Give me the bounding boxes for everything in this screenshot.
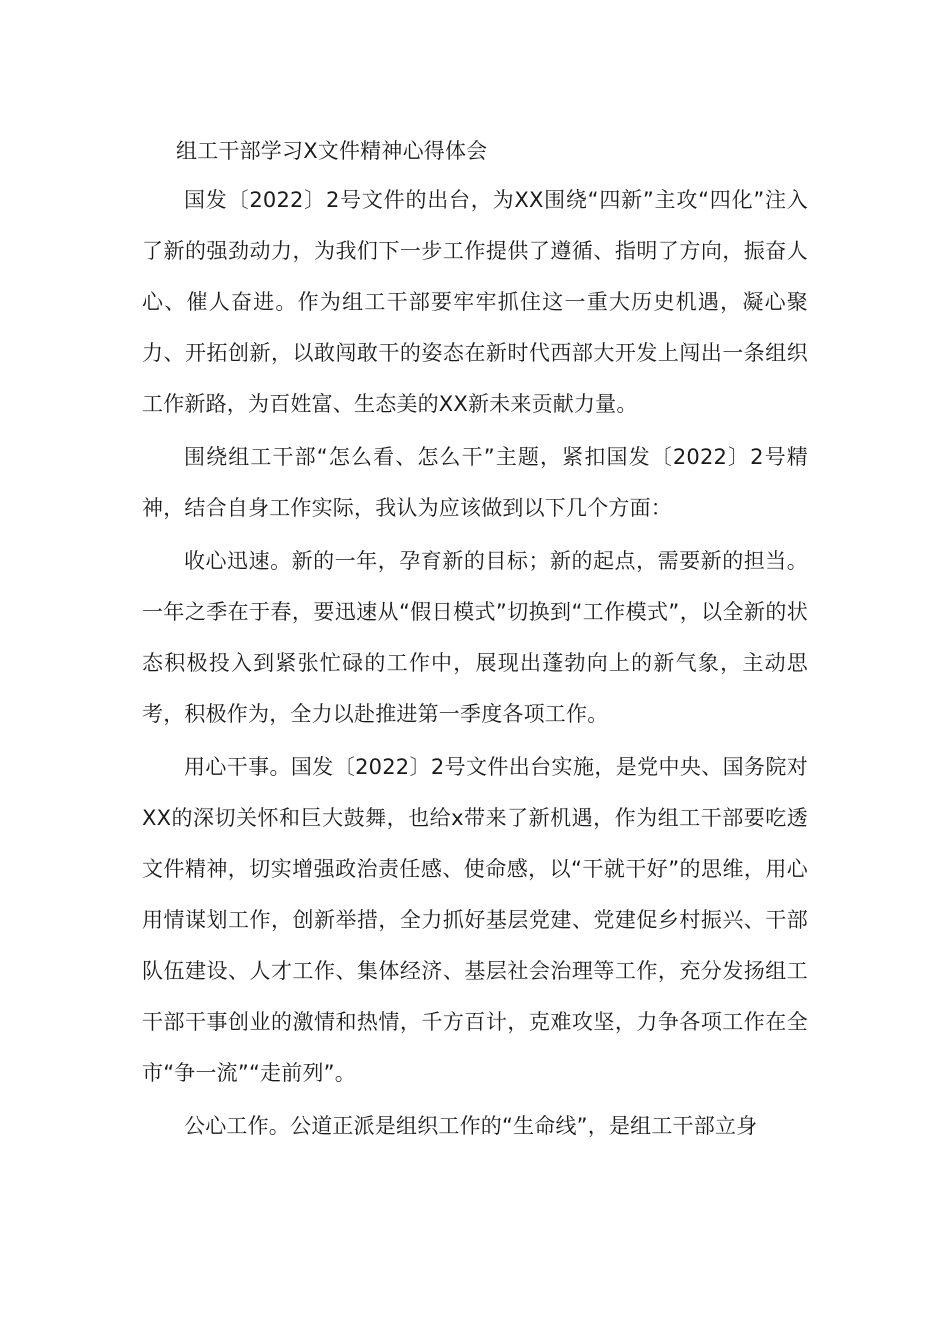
paragraph: 国发〔2022〕2号文件的出台，为XX围绕“四新”主攻“四化”注入了新的强劲动力，为我们下一步工作提供了遵循、指明了方向，振奋人心、催人奋进。作为组工干部要牢牢抓住这一重大历史机遇，凝心聚力、开拓创新，以敢闯敢干的姿态在新时代西部大开发上闯出一条组织工作新路，为百姓富、生态美的XX新未来贡献力量。	[142, 188, 808, 416]
document-title: 组工干部学习X文件精神心得体会	[176, 139, 488, 163]
document-body	[142, 131, 808, 1154]
paragraph: 收心迅速。新的一年，孕育新的目标；新的起点，需要新的担当。一年之季在于春，要迅速从“假日模式”切换到“工作模式”，以全新的状态积极投入到紧张忙碌的工作中，展现出蓬勃向上的新气象，主动思考，积极作为，全力以赴推进第一季度各项工作。	[142, 549, 808, 726]
paragraph: 用心干事。国发〔2022〕2号文件出台实施，是党中央、国务院对XX的深切关怀和巨大鼓舞，也给x带来了新机遇，作为组工干部要吃透文件精神，切实增强政治责任感、使命感，以“干就干好”的思维，用心用情谋划工作，创新举措，全力抓好基层党建、党建促乡村振兴、干部队伍建设、人才工作、集体经济、基层社会治理等工作，充分发扬组工干部干事创业的激情和热情，千方百计，克难攻坚，力争各项工作在全市“争一流”“走前列”。	[142, 755, 808, 1085]
paragraph: 公心工作。公道正派是组织工作的“生命线”，是组工干部立身	[184, 1114, 758, 1138]
paragraph: 围绕组工干部“怎么看、怎么干”主题，紧扣国发〔2022〕2号精神，结合自身工作实际，我认为应该做到以下几个方面：	[142, 445, 808, 520]
